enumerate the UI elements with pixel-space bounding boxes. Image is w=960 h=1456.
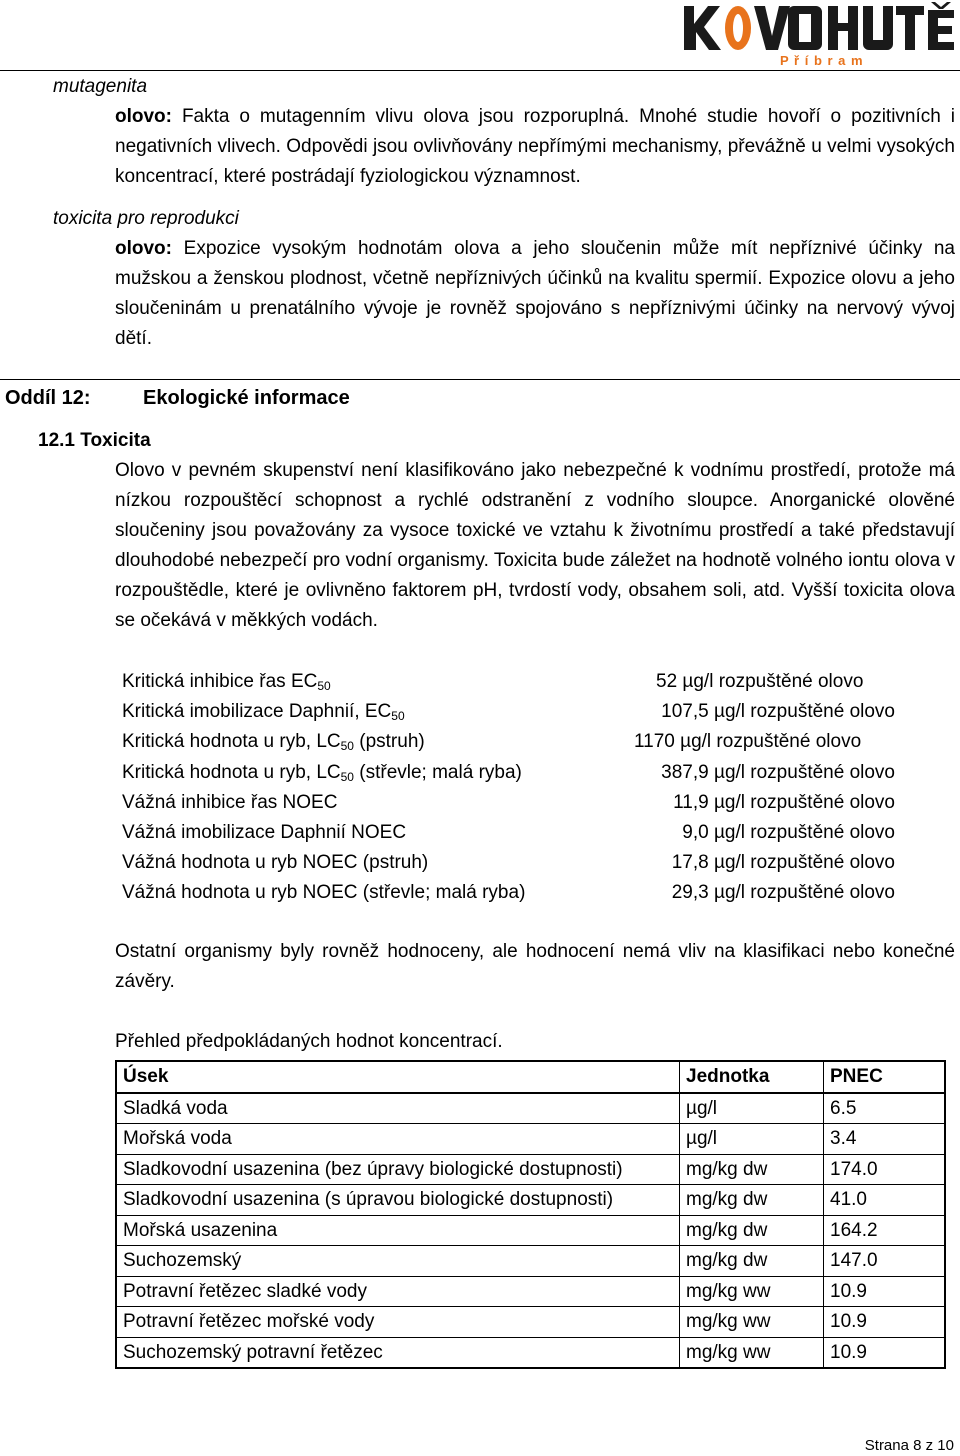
- toxicity-value: 29,3 µg/l rozpuštěné olovo: [671, 882, 895, 904]
- pnec-intro: Přehled předpokládaných hodnot koncentrací.: [115, 1031, 503, 1052]
- toxicity-label: Vážná hodnota u ryb NOEC (pstruh): [122, 852, 429, 874]
- list-item: [122, 758, 912, 788]
- reprodukce-paragraph: [115, 234, 955, 354]
- list-item: [122, 848, 912, 878]
- table-row: [116, 1276, 945, 1307]
- toxicity-value: 9,0 µg/l rozpuštěné olovo: [682, 821, 895, 843]
- mutagenita-heading: mutagenita: [53, 76, 148, 97]
- column-header-jednotka: Jednotka: [680, 1061, 824, 1093]
- toxicity-label: Vážná imobilizace Daphnií NOEC: [122, 821, 407, 843]
- reprodukce-text: Expozice vysokým hodnotám olova a jeho sloučenin může mít nepříznivé účinky na mužskou a ženskou plodnost, včetně nepříznivých účinků na kvalitu spermií. Expozice olovu a jeho sloučeninám u prenatálního vývoje je rovněž spojováno s nepříznivými účinky na nervový vývoj dětí.: [115, 238, 955, 349]
- cell-jednotka: µg/l: [680, 1093, 824, 1124]
- cell-usek: Mořská voda: [116, 1124, 680, 1155]
- svg-text:P ř í b r a m: P ř í b r a m: [780, 53, 864, 68]
- toxicity-value: 11,9 µg/l rozpuštěné olovo: [673, 791, 895, 813]
- cell-pnec: 10.9: [824, 1337, 946, 1368]
- cell-jednotka: mg/kg dw: [680, 1246, 824, 1277]
- reprodukce-label: olovo:: [115, 238, 172, 259]
- list-item: [122, 788, 912, 818]
- header-divider: [0, 70, 960, 71]
- company-logo: [682, 2, 958, 68]
- cell-jednotka: mg/kg ww: [680, 1307, 824, 1338]
- cell-jednotka: mg/kg dw: [680, 1154, 824, 1185]
- cell-pnec: 10.9: [824, 1276, 946, 1307]
- reprodukce-heading: toxicita pro reprodukci: [53, 208, 239, 229]
- table-row: [116, 1154, 945, 1185]
- cell-pnec: 10.9: [824, 1307, 946, 1338]
- cell-usek: Sladkovodní usazenina (bez úpravy biologické dostupnosti): [116, 1154, 680, 1185]
- pnec-table: [115, 1060, 946, 1369]
- mutagenita-label: olovo:: [115, 106, 172, 127]
- cell-jednotka: mg/kg ww: [680, 1337, 824, 1368]
- cell-jednotka: mg/kg dw: [680, 1185, 824, 1216]
- table-row: [116, 1215, 945, 1246]
- cell-pnec: 3.4: [824, 1124, 946, 1155]
- kovohute-logo-icon: [682, 2, 958, 68]
- toxicity-value: 52 µg/l rozpuštěné olovo: [656, 671, 864, 692]
- toxicity-label: Kritická hodnota u ryb, $LC_{50}$ (pstruh): [122, 731, 425, 754]
- list-item: [122, 697, 912, 727]
- cell-usek: Suchozemský potravní řetězec: [116, 1337, 680, 1368]
- toxicity-label: Vážná inhibice řas NOEC: [122, 791, 338, 813]
- table-row: [116, 1337, 945, 1368]
- mutagenita-paragraph: [115, 102, 955, 192]
- list-item: [122, 878, 912, 908]
- column-header-pnec: PNEC: [824, 1061, 946, 1093]
- cell-jednotka: mg/kg ww: [680, 1276, 824, 1307]
- cell-jednotka: µg/l: [680, 1124, 824, 1155]
- cell-usek: Sladkovodní usazenina (s úpravou biologické dostupnosti): [116, 1185, 680, 1216]
- section-title: Ekologické informace: [143, 387, 350, 409]
- table-row: [116, 1124, 945, 1155]
- cell-jednotka: mg/kg dw: [680, 1215, 824, 1246]
- table-row: [116, 1307, 945, 1338]
- other-organisms-note: Ostatní organismy byly rovněž hodnoceny, ale hodnocení nemá vliv na klasifikaci nebo konečné závěry.: [115, 941, 955, 992]
- section-divider: [0, 379, 960, 380]
- table-row: [116, 1093, 945, 1124]
- list-item: [122, 727, 912, 757]
- toxicity-value: 107,5 µg/l rozpuštěné olovo: [661, 701, 895, 723]
- section-number: Oddíl 12:: [5, 387, 91, 409]
- table-row: [116, 1246, 945, 1277]
- toxicity-value: 1170 µg/l rozpuštěné olovo: [634, 731, 862, 753]
- toxicity-label: Kritická inhibice řas $EC_{50}$: [122, 671, 331, 693]
- cell-pnec: 164.2: [824, 1215, 946, 1246]
- cell-pnec: 174.0: [824, 1154, 946, 1185]
- cell-pnec: 41.0: [824, 1185, 946, 1216]
- page-number: Strana 8 z 10: [864, 1437, 954, 1454]
- cell-usek: Suchozemský: [116, 1246, 680, 1277]
- toxicity-values-list: [122, 667, 912, 909]
- cell-pnec: 147.0: [824, 1246, 946, 1277]
- cell-usek: Sladká voda: [116, 1093, 680, 1124]
- table-row: [116, 1185, 945, 1216]
- toxicita-paragraph: Olovo v pevném skupenství není klasifikováno jako nebezpečné k vodnímu prostředí, protože má nízkou rozpouštěcí schopnost a rychlé odstranění z vodního sloupce. Anorganické olověné sloučeniny jsou považovány za vysoce toxické ve vztahu k životnímu prostředí a také představují dlouhodobé nebezpečí pro vodní organismy. Toxicita bude záležet na hodnotě volného iontu olova v rozpouštědle, které je ovlivněno faktorem pH, tvrdostí vody, obsahem soli, atd. Vyšší toxicita olova se očekává v měkkých vodách.: [115, 460, 955, 631]
- column-header-usek: Úsek: [116, 1061, 680, 1093]
- toxicity-value: 17,8 µg/l rozpuštěné olovo: [671, 852, 895, 874]
- cell-usek: Mořská usazenina: [116, 1215, 680, 1246]
- toxicity-label: Vážná hodnota u ryb NOEC (střevle; malá ryba): [122, 882, 526, 904]
- toxicity-label: Kritická imobilizace Daphnií, $EC_{50}$: [122, 701, 405, 724]
- cell-pnec: 6.5: [824, 1093, 946, 1124]
- toxicity-label: Kritická hodnota u ryb, $LC_{50}$ (střevle; malá ryba): [122, 761, 522, 784]
- cell-usek: Potravní řetězec sladké vody: [116, 1276, 680, 1307]
- subsection-title: 12.1 Toxicita: [38, 430, 151, 451]
- mutagenita-text: Fakta o mutagenním vlivu olova jsou rozporuplná. Mnohé studie hovoří o pozitivních i negativních vlivech. Odpovědi jsou ovlivňovány nepřímými mechanismy, převážně u velmi vysokých koncentrací, které postrádají fyziologickou významnost.: [115, 106, 955, 187]
- toxicity-value: 387,9 µg/l rozpuštěné olovo: [661, 761, 895, 783]
- list-item: [122, 667, 912, 697]
- list-item: [122, 818, 912, 848]
- table-header-row: [116, 1061, 945, 1093]
- cell-usek: Potravní řetězec mořské vody: [116, 1307, 680, 1338]
